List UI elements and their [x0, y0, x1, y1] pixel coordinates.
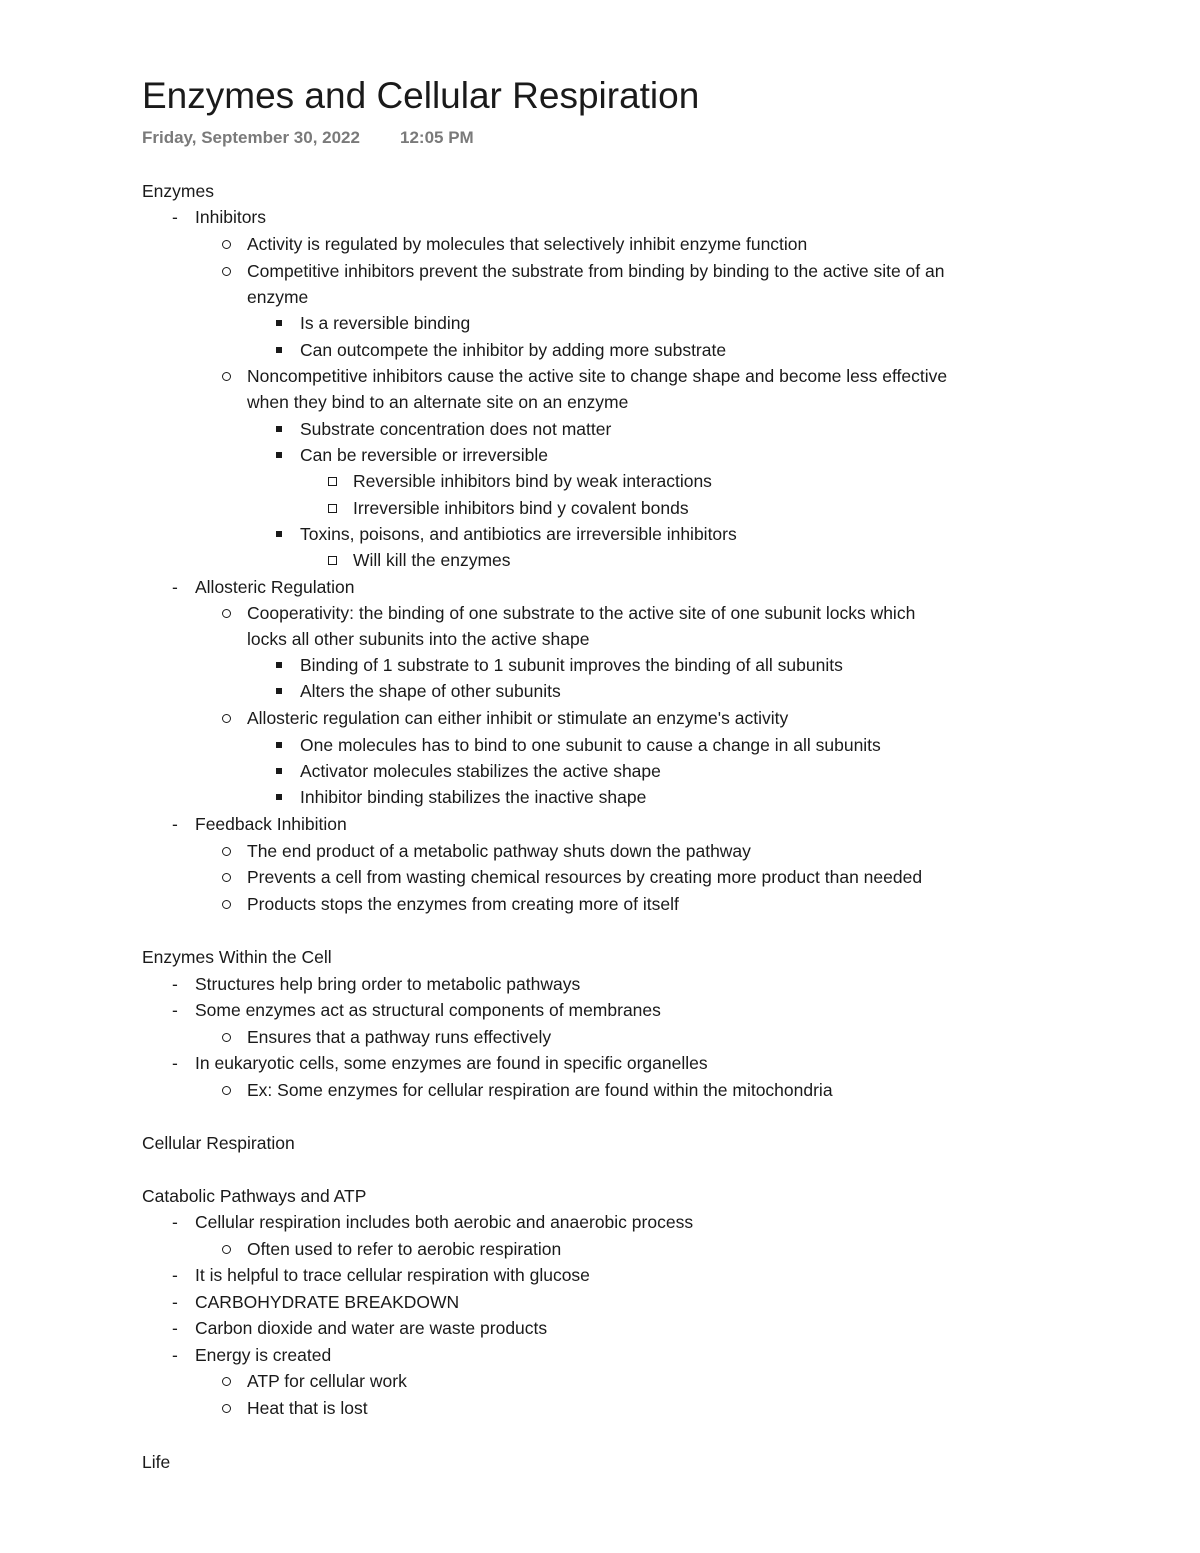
square-bullet-icon: [276, 768, 282, 774]
list-item-text: CARBOHYDRATE BREAKDOWN: [195, 1292, 460, 1312]
square-bullet-icon: [276, 452, 282, 458]
circle-bullet-icon: [222, 267, 231, 276]
list-item-text: Toxins, poisons, and antibiotics are irreversible inhibitors: [300, 524, 737, 544]
circle-bullet-icon: [222, 1086, 231, 1095]
list-item-text: Noncompetitive inhibitors cause the active site to change shape and become less effective: [247, 366, 948, 386]
list-item-text: In eukaryotic cells, some enzymes are found in specific organelles: [195, 1053, 708, 1073]
list-item-text: Can outcompete the inhibitor by adding more substrate: [300, 340, 727, 360]
square-bullet-icon: [276, 662, 282, 668]
list-item-text: Irreversible inhibitors bind y covalent bonds: [353, 498, 689, 518]
circle-bullet-icon: [222, 1404, 231, 1413]
list-item-text: Will kill the enzymes: [353, 550, 511, 570]
list-item-text: Inhibitor binding stabilizes the inactive shape: [300, 787, 647, 807]
square-bullet-icon: [276, 531, 282, 537]
list-item-text: Activator molecules stabilizes the active shape: [300, 761, 661, 781]
list-item-continuation: enzyme: [247, 287, 309, 307]
list-item-text: One molecules has to bind to one subunit to cause a change in all subunits: [300, 735, 881, 755]
dash-bullet: -: [172, 1292, 178, 1312]
dash-bullet: -: [172, 577, 178, 597]
square-bullet-icon: [276, 347, 282, 353]
note-date: Friday, September 30, 2022: [142, 128, 360, 147]
list-item-text: Enzymes Within the Cell: [142, 947, 332, 967]
list-item-text: The end product of a metabolic pathway shuts down the pathway: [247, 841, 751, 861]
dash-bullet: -: [172, 1053, 178, 1073]
note-time: 12:05 PM: [400, 128, 474, 147]
list-item-text: Products stops the enzymes from creating more of itself: [247, 894, 679, 914]
list-item-text: Heat that is lost: [247, 1398, 368, 1418]
list-item-text: Some enzymes act as structural components of membranes: [195, 1000, 661, 1020]
circle-bullet-icon: [222, 609, 231, 618]
list-item-text: Substrate concentration does not matter: [300, 419, 612, 439]
list-item-text: Energy is created: [195, 1345, 332, 1365]
square-bullet-icon: [276, 688, 282, 694]
list-item-text: Can be reversible or irreversible: [300, 445, 549, 465]
square-bullet-icon: [276, 320, 282, 326]
circle-bullet-icon: [222, 1033, 231, 1042]
list-item-text: Allosteric regulation can either inhibit or stimulate an enzyme's activity: [247, 708, 789, 728]
dash-bullet: -: [172, 974, 178, 994]
list-item-text: Allosteric Regulation: [195, 577, 355, 597]
dash-bullet: -: [172, 1000, 178, 1020]
circle-bullet-icon: [222, 372, 231, 381]
list-item-text: Catabolic Pathways and ATP: [142, 1186, 367, 1206]
list-item-text: Structures help bring order to metabolic pathways: [195, 974, 581, 994]
dash-bullet: -: [172, 1345, 178, 1365]
list-item-text: Binding of 1 substrate to 1 subunit improves the binding of all subunits: [300, 655, 843, 675]
list-item-text: Cellular respiration includes both aerobic and anaerobic process: [195, 1212, 694, 1232]
square-bullet-icon: [276, 426, 282, 432]
circle-bullet-icon: [222, 873, 231, 882]
list-item-text: Is a reversible binding: [300, 313, 471, 333]
list-item-text: Enzymes: [142, 181, 214, 201]
list-item-text: Cellular Respiration: [142, 1133, 295, 1153]
circle-bullet-icon: [222, 240, 231, 249]
circle-bullet-icon: [222, 847, 231, 856]
list-item-text: Life: [142, 1452, 171, 1472]
open-square-bullet-icon: [328, 556, 337, 565]
circle-bullet-icon: [222, 714, 231, 723]
circle-bullet-icon: [222, 1245, 231, 1254]
dash-bullet: -: [172, 207, 178, 227]
list-item-text: Reversible inhibitors bind by weak interactions: [353, 471, 712, 491]
list-item-text: Ensures that a pathway runs effectively: [247, 1027, 552, 1047]
list-item-text: Activity is regulated by molecules that selectively inhibit enzyme function: [247, 234, 808, 254]
dash-bullet: -: [172, 1265, 178, 1285]
list-item-text: Ex: Some enzymes for cellular respiration are found within the mitochondria: [247, 1080, 833, 1100]
dash-bullet: -: [172, 814, 178, 834]
list-item-text: It is helpful to trace cellular respiration with glucose: [195, 1265, 590, 1285]
list-item-text: Competitive inhibitors prevent the substrate from binding by binding to the active site of an: [247, 261, 945, 281]
list-item-text: Alters the shape of other subunits: [300, 681, 561, 701]
open-square-bullet-icon: [328, 504, 337, 513]
dash-bullet: -: [172, 1318, 178, 1338]
page-title: Enzymes and Cellular Respiration: [142, 75, 700, 116]
list-item-text: Inhibitors: [195, 207, 267, 227]
list-item-text: Prevents a cell from wasting chemical resources by creating more product than needed: [247, 867, 923, 887]
list-item-text: Often used to refer to aerobic respiration: [247, 1239, 562, 1259]
list-item-text: Carbon dioxide and water are waste products: [195, 1318, 548, 1338]
list-item-text: Feedback Inhibition: [195, 814, 347, 834]
circle-bullet-icon: [222, 900, 231, 909]
circle-bullet-icon: [222, 1377, 231, 1386]
square-bullet-icon: [276, 794, 282, 800]
list-item-text: Cooperativity: the binding of one substrate to the active site of one subunit locks which: [247, 603, 916, 623]
dash-bullet: -: [172, 1212, 178, 1232]
list-item-text: ATP for cellular work: [247, 1371, 407, 1391]
open-square-bullet-icon: [328, 477, 337, 486]
list-item-continuation: locks all other subunits into the active shape: [247, 629, 590, 649]
list-item-continuation: when they bind to an alternate site on an enzyme: [247, 392, 629, 412]
square-bullet-icon: [276, 742, 282, 748]
